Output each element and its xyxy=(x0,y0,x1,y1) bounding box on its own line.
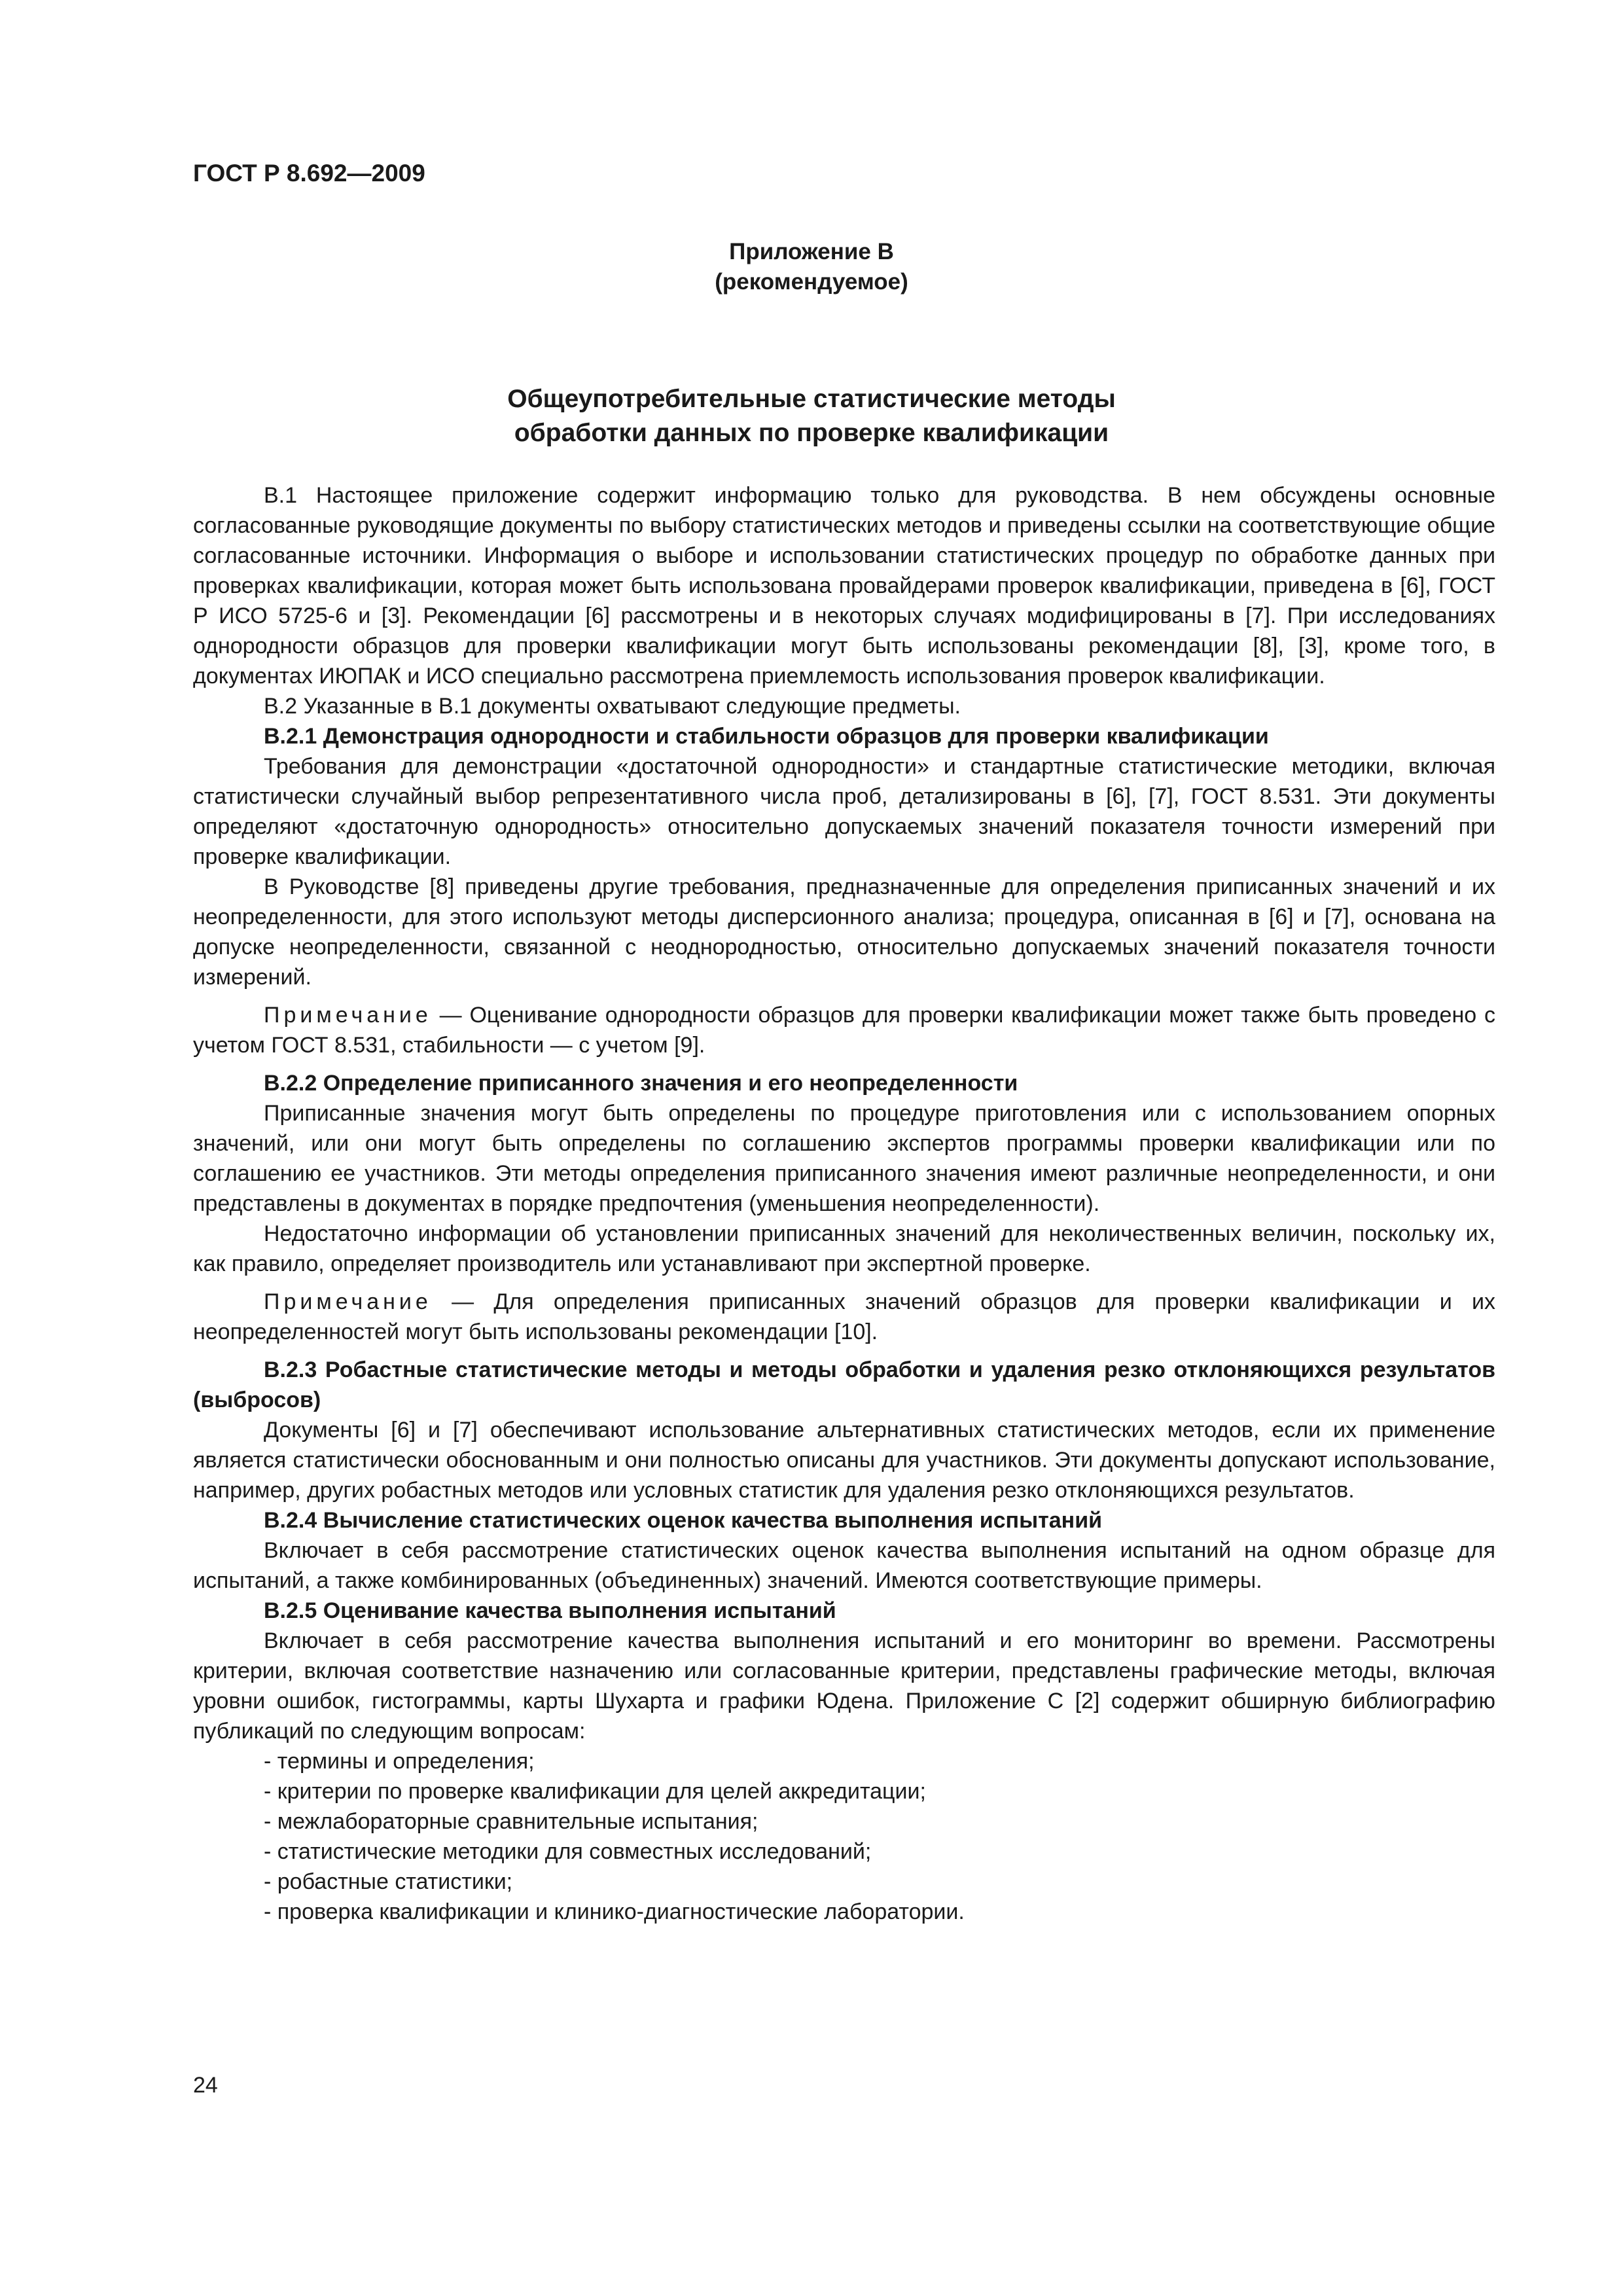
note-label: Примечание xyxy=(264,1289,432,1314)
appendix-heading xyxy=(0,237,1623,297)
note-text: — Для определения приписанных значений образцов для проверки квалификации и их неопределенностей могут быть использованы рекомендации [10]. xyxy=(193,1289,1495,1344)
topics-list xyxy=(193,1746,1495,1927)
note-label: Примечание xyxy=(264,1003,432,1028)
note-text: — Оценивание однородности образцов для проверки квалификации может также быть проведено с учетом ГОСТ 8.531, стабильности — с учетом [9]. xyxy=(193,1003,1495,1058)
standard-designation: ГОСТ Р 8.692—2009 xyxy=(193,160,425,187)
document-body xyxy=(193,480,1495,1927)
paragraph-b25: Включает в себя рассмотрение качества выполнения испытаний и его мониторинг во времени. Рассмотрены критерии, включая соответствие назначению или согласованные критерии, представлены графические методы, включая уровни ошибок, гистограммы, карты Шухарта и графики Юдена. Приложение С [2] содержит обширную библиографию публикаций по следующим вопросам: xyxy=(193,1628,1495,1744)
appendix-title xyxy=(0,382,1623,450)
paragraph-b21-a: Требования для демонстрации «достаточной однородности» и стандартные статистические методики, включая статистически случайный выбор репрезентативного числа проб, детализированы в [6], [7], ГОСТ 8.531. Эти документы определяют «достаточную однородность» относительно допускаемых значений показателя точности измерений при проверке квалификации. xyxy=(193,754,1495,869)
paragraph-b24: Включает в себя рассмотрение статистических оценок качества выполнения испытаний на одном образце для испытаний, а также комбинированных (объединенных) значений. Имеются соответствующие примеры. xyxy=(193,1538,1495,1593)
section-heading-b21: В.2.1 Демонстрация однородности и стабильности образцов для проверки квалификации xyxy=(264,724,1269,749)
note-b21 xyxy=(193,1000,1495,1060)
list-item: - межлабораторные сравнительные испытания; xyxy=(264,1809,758,1834)
paragraph-b21-b: В Руководстве [8] приведены другие требования, предназначенные для определения приписанных значений и их неопределенности, для этого используют методы дисперсионного анализа; процедура, описанная в [6] и [7], основана на допуске неопределенности, связанной с неоднородностью, относительно допускаемых значений показателя точности измерений. xyxy=(193,874,1495,990)
section-heading-b22: В.2.2 Определение приписанного значения и его неопределенности xyxy=(264,1071,1018,1096)
section-heading-b25: В.2.5 Оценивание качества выполнения испытаний xyxy=(264,1598,836,1623)
paragraph-b22-b: Недостаточно информации об установлении приписанных значений для неколичественных величин, поскольку их, как правило, определяет производитель или устанавливают при экспертной проверке. xyxy=(193,1221,1495,1276)
list-item: - критерии по проверке квалификации для целей аккредитации; xyxy=(264,1779,926,1804)
appendix-status: (рекомендуемое) xyxy=(715,269,908,295)
section-heading-b23: В.2.3 Робастные статистические методы и методы обработки и удаления резко отклоняющихся результатов (выбросов) xyxy=(193,1357,1495,1412)
list-item: - термины и определения; xyxy=(264,1749,535,1774)
paragraph-b2: В.2 Указанные в В.1 документы охватывают следующие предметы. xyxy=(264,694,961,719)
note-b22 xyxy=(193,1287,1495,1347)
section-heading-b24: В.2.4 Вычисление статистических оценок качества выполнения испытаний xyxy=(264,1508,1103,1533)
appendix-title-line-1: Общеупотребительные статистические методы xyxy=(507,385,1116,413)
page-number: 24 xyxy=(193,2073,218,2098)
list-item: - статистические методики для совместных исследований; xyxy=(264,1839,872,1864)
paragraph-b1: В.1 Настоящее приложение содержит информацию только для руководства. В нем обсуждены основные согласованные руководящие документы по выбору статистических методов и приведены ссылки на соответствующие общие согласованные источники. Информация о выборе и использовании статистических процедур по обработке данных при проверках квалификации, которая может быть использована провайдерами проверок квалификации, приведена в [6], ГОСТ Р ИСО 5725-6 и [3]. Рекомендации [6] рассмотрены и в некоторых случаях модифицированы в [7]. При исследованиях однородности образцов для проверки квалификации могут быть использованы рекомендации [8], [3], кроме того, в документах ИЮПАК и ИСО специально рассмотрена приемлемость использования проверок квалификации. xyxy=(193,483,1495,689)
appendix-title-line-2: обработки данных по проверке квалификации xyxy=(514,419,1109,447)
paragraph-b22-a: Приписанные значения могут быть определены по процедуре приготовления или с использованием опорных значений, или они могут быть определены по соглашению экспертов программы проверки квалификации или по соглашению ее участников. Эти методы определения приписанного значения имеют различные неопределенности, и они представлены в документах в порядке предпочтения (уменьшения неопределенности). xyxy=(193,1101,1495,1216)
paragraph-b23: Документы [6] и [7] обеспечивают использование альтернативных статистических методов, если их применение является статистически обоснованным и они полностью описаны для участников. Эти документы допускают использование, например, других робастных методов или условных статистик для удаления резко отклоняющихся результатов. xyxy=(193,1418,1495,1503)
list-item: - робастные статистики; xyxy=(264,1869,513,1894)
appendix-label: Приложение В xyxy=(729,239,894,264)
list-item: - проверка квалификации и клинико-диагностические лаборатории. xyxy=(264,1899,965,1924)
